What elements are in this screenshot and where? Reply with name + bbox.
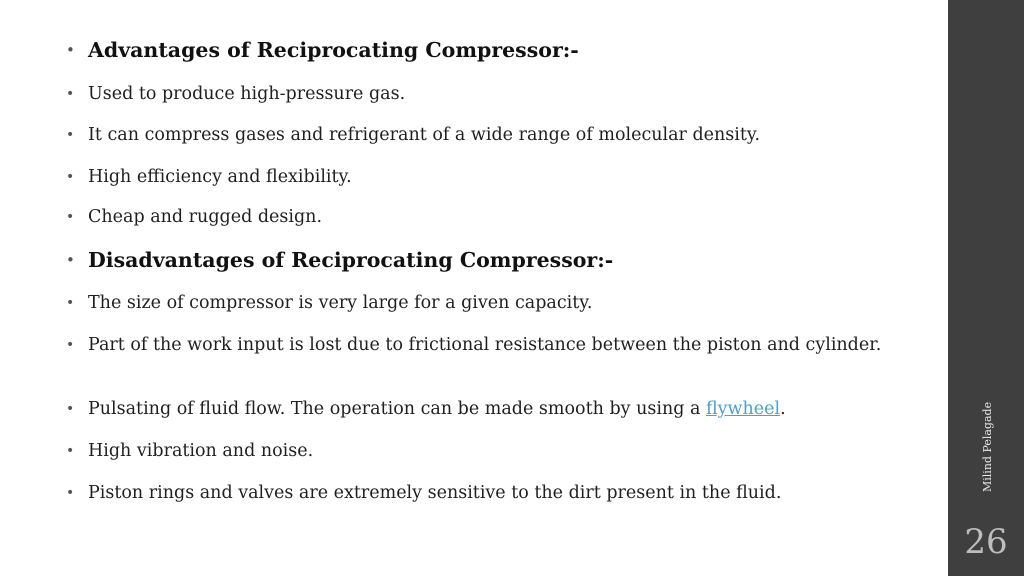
bullet-text: Disadvantages of Reciprocating Compressor:- (88, 248, 614, 272)
bullet-advantages-heading (60, 38, 920, 62)
bullet-text: The size of compressor is very large for a given capacity. (88, 293, 593, 313)
flywheel-link[interactable]: flywheel (705, 399, 781, 419)
bullet-text: Used to produce high-pressure gas. (88, 84, 406, 104)
bullet-text: Advantages of Reciprocating Compressor:- (88, 38, 579, 62)
bullet-dot: • (66, 401, 75, 417)
bullet-dot: • (66, 209, 75, 225)
bullet-item (60, 440, 920, 462)
bullet-dot: • (66, 127, 75, 143)
bullet-text-before: Pulsating of fluid flow. The operation can be made smooth by using a (88, 399, 706, 419)
bullet-dot: • (66, 485, 75, 501)
author-credit (949, 401, 1024, 502)
bullet-dot: • (66, 443, 75, 459)
page-number: 26 (964, 522, 1008, 562)
bullet-item (60, 206, 920, 228)
bullet-text: Part of the work input is lost due to frictional resistance between the piston and cylinder. (88, 335, 882, 355)
bullet-text: Piston rings and valves are extremely sensitive to the dirt present in the fluid. (88, 483, 782, 503)
bullet-disadvantages-heading (60, 248, 920, 272)
bullet-item (60, 83, 920, 105)
bullet-text-after: . (780, 399, 786, 419)
bullet-dot: • (66, 169, 75, 185)
bullet-item (60, 482, 920, 504)
bullet-dot: • (66, 295, 75, 311)
bullet-dot: • (66, 86, 75, 102)
bullet-dot: • (66, 251, 75, 269)
bullet-text (88, 398, 786, 420)
bullet-dot: • (66, 337, 75, 353)
bullet-dot: • (66, 41, 75, 59)
slide-content (60, 0, 940, 576)
author-name: Milind Pelagade (981, 401, 994, 492)
bullet-item (60, 292, 920, 314)
bullet-item (60, 398, 920, 420)
bullet-item (60, 166, 920, 188)
bullet-text: High vibration and noise. (88, 441, 314, 461)
bullet-item (60, 334, 920, 356)
bullet-text: High efficiency and flexibility. (88, 167, 352, 187)
bullet-text: It can compress gases and refrigerant of a wide range of molecular density. (88, 125, 761, 145)
bullet-text: Cheap and rugged design. (88, 207, 323, 227)
bullet-item (60, 124, 920, 146)
